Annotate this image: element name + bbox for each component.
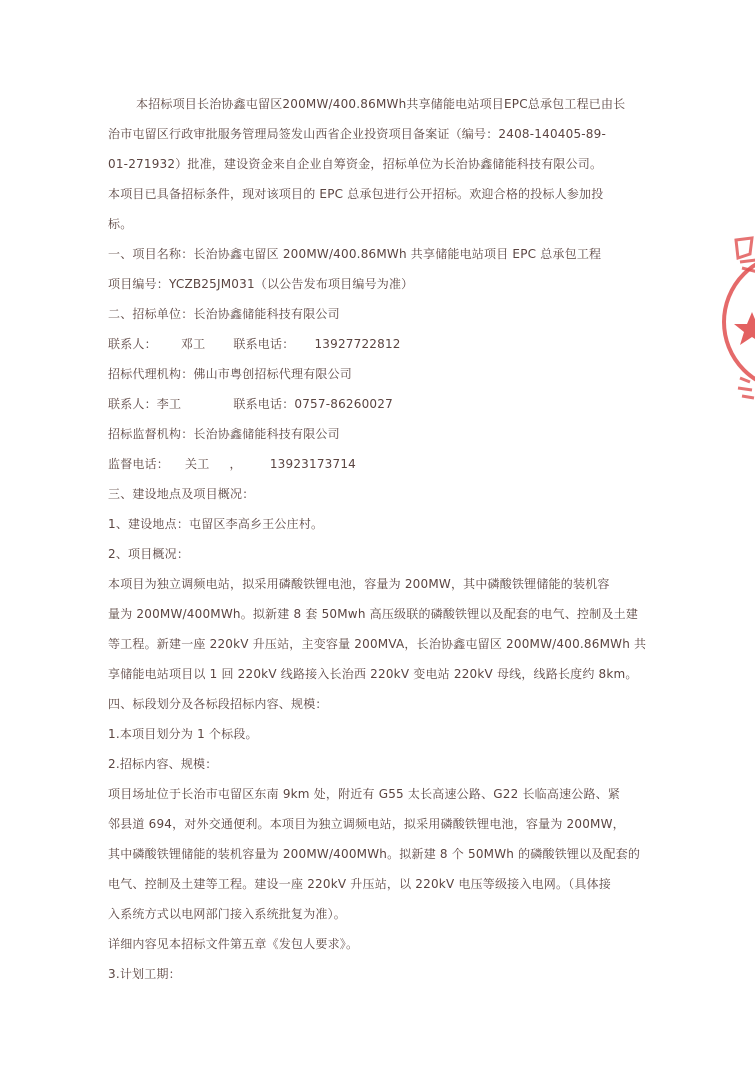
section-heading: 二、招标单位：长治协鑫储能科技有限公司 [108,307,340,321]
section-heading: 三、建设地点及项目概况： [108,487,255,501]
paragraph-line: 等工程。新建一座 220kV 升压站，主变容量 200MVA，长治协鑫屯留区 200MW/400.86MWh 共 [108,637,647,651]
paragraph-line: 邻县道 694，对外交通便利。本项目为独立调频电站，拟采用磷酸铁锂电池，容量为 200MW， [108,817,625,831]
paragraph-line: 2、项目概况： [108,547,190,561]
paragraph-line: 本项目为独立调频电站，拟采用磷酸铁锂电池，容量为 200MW，其中磷酸铁锂储能的装机容 [108,577,610,591]
paragraph-line: 享储能电站项目以 1 回 220kV 线路接入长治西 220kV 变电站 220kV 母线，线路长度约 8km。 [108,667,638,681]
section-heading: 四、标段划分及各标段招标内容、规模： [108,697,328,711]
supervisor-phone-line: 监督电话： 关工 ， 13923173714 [108,457,357,471]
paragraph-line: 1.本项目划分为 1 个标段。 [108,727,258,741]
paragraph-line: 治市屯留区行政审批服务管理局签发山西省企业投资项目备案证（编号：2408-140405-89- [108,127,607,141]
paragraph-line: 标。 [108,217,133,231]
agency-line: 招标代理机构：佛山市粤创招标代理有限公司 [108,367,353,381]
paragraph-line: 入系统方式以电网部门接入系统批复为准）。 [108,907,347,921]
project-number: 项目编号：YCZB25JM031（以公告发布项目编号为准） [108,277,414,291]
paragraph-line: 详细内容见本招标文件第五章《发包人要求》。 [108,937,359,951]
contact-line: 联系人：李工 联系电话：0757-86260027 [108,397,393,411]
paragraph-line: 本招标项目长治协鑫屯留区200MW/400.86MWh共享储能电站项目EPC总承包工程已由长 [136,97,626,111]
paragraph-line: 电气、控制及土建等工程。建设一座 220kV 升压站，以 220kV 电压等级接入电网。（具体接 [108,877,611,891]
supervisor-line: 招标监督机构：长治协鑫储能科技有限公司 [108,427,340,441]
paragraph-line: 01-271932）批准，建设资金来自企业自筹资金，招标单位为长治协鑫储能科技有限公司。 [108,157,603,171]
paragraph-line: 1、建设地点：屯留区李高乡王公庄村。 [108,517,324,531]
paragraph-line: 2.招标内容、规模： [108,757,218,771]
paragraph-line: 其中磷酸铁锂储能的装机容量为 200MW/400MWh。拟新建 8 个 50MWh 的磷酸铁锂以及配套的 [108,847,641,861]
paragraph-line: 本项目已具备招标条件，现对该项目的 EPC 总承包进行公开招标。欢迎合格的投标人参加投 [108,187,604,201]
contact-line: 联系人： 邓工 联系电话： 13927722812 [108,337,401,351]
paragraph-line: 量为 200MW/400MWh。拟新建 8 套 50Mwh 高压级联的磷酸铁锂以及配套的电气、控制及土建 [108,607,639,621]
section-heading: 一、项目名称：长治协鑫屯留区 200MW/400.86MWh 共享储能电站项目 EPC 总承包工程 [108,247,602,261]
paragraph-line: 项目场址位于长治市屯留区东南 9km 处，附近有 G55 太长高速公路、G22 长临高速公路、紧 [108,787,621,801]
paragraph-line: 3.计划工期： [108,967,181,981]
seal-stamp-icon [722,232,755,412]
